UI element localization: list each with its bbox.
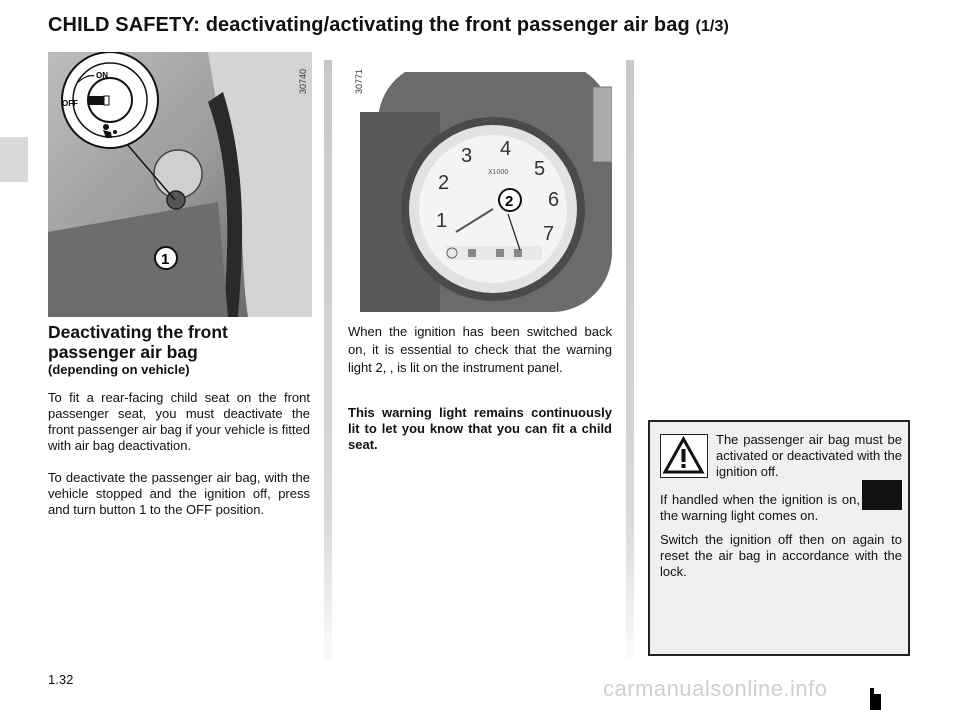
left-paragraph-1: To fit a rear-facing child seat on the front passenger seat, you must deactivate the front passenger air bag if your vehicle is fitted with air bag deactivation. [48, 390, 310, 453]
gauge-num-1: 1 [436, 210, 448, 232]
warning-icon [660, 434, 708, 478]
page-marker [870, 694, 881, 710]
airbag-warning-light-icon [862, 480, 902, 510]
gauge-num-6: 6 [548, 189, 560, 211]
warning-box [648, 420, 910, 656]
warning-text-2: If handled when the ignition is on, the warning light comes on. [660, 492, 860, 523]
figure-ref: 30740 [298, 68, 308, 94]
callout-2: 2 [505, 193, 514, 210]
gauge-num-3: 3 [461, 145, 473, 167]
figure-airbag-switch [48, 52, 312, 317]
warning-text-3: Switch the ignition off then on again to reset the air bag in accordance with the lock. [660, 532, 902, 579]
callout-1: 1 [161, 251, 170, 268]
page-title: CHILD SAFETY: deactivating/activating the front passenger air bag (1/3) [48, 14, 729, 36]
middle-paragraph-2: This warning light remains continuously lit to let you know that you can fit a child seat. [348, 405, 612, 452]
column-divider [324, 60, 332, 660]
figure-ref: 30771 [354, 68, 364, 94]
dial-on-label: ON [96, 71, 108, 80]
gauge-unit: X1000 [488, 169, 509, 176]
section-tab [0, 137, 28, 182]
gauge-num-2: 2 [438, 172, 450, 194]
gauge-num-7: 7 [543, 223, 555, 245]
figure-instrument-panel [348, 52, 612, 317]
middle-paragraph-1: When the ignition has been switched back on, it is essential to check that the warning light 2, , is lit on the instrument panel. [348, 324, 612, 375]
gauge-num-4: 4 [500, 138, 512, 160]
watermark: carmanualsonline.info [603, 676, 828, 701]
section-subheading: (depending on vehicle) [48, 362, 190, 377]
dial-off-label: OFF [62, 99, 78, 108]
gauge-num-5: 5 [534, 158, 546, 180]
page-number: 1.32 [48, 672, 74, 687]
column-divider [626, 60, 634, 660]
warning-text-1: The passenger air bag must be activated or deactivated with the ignition off. [716, 432, 902, 479]
left-paragraph-2: To deactivate the passenger air bag, with the vehicle stopped and the ignition off, press and turn button 1 to the OFF position. [48, 470, 310, 517]
section-heading: Deactivating the front passenger air bag [48, 322, 228, 362]
